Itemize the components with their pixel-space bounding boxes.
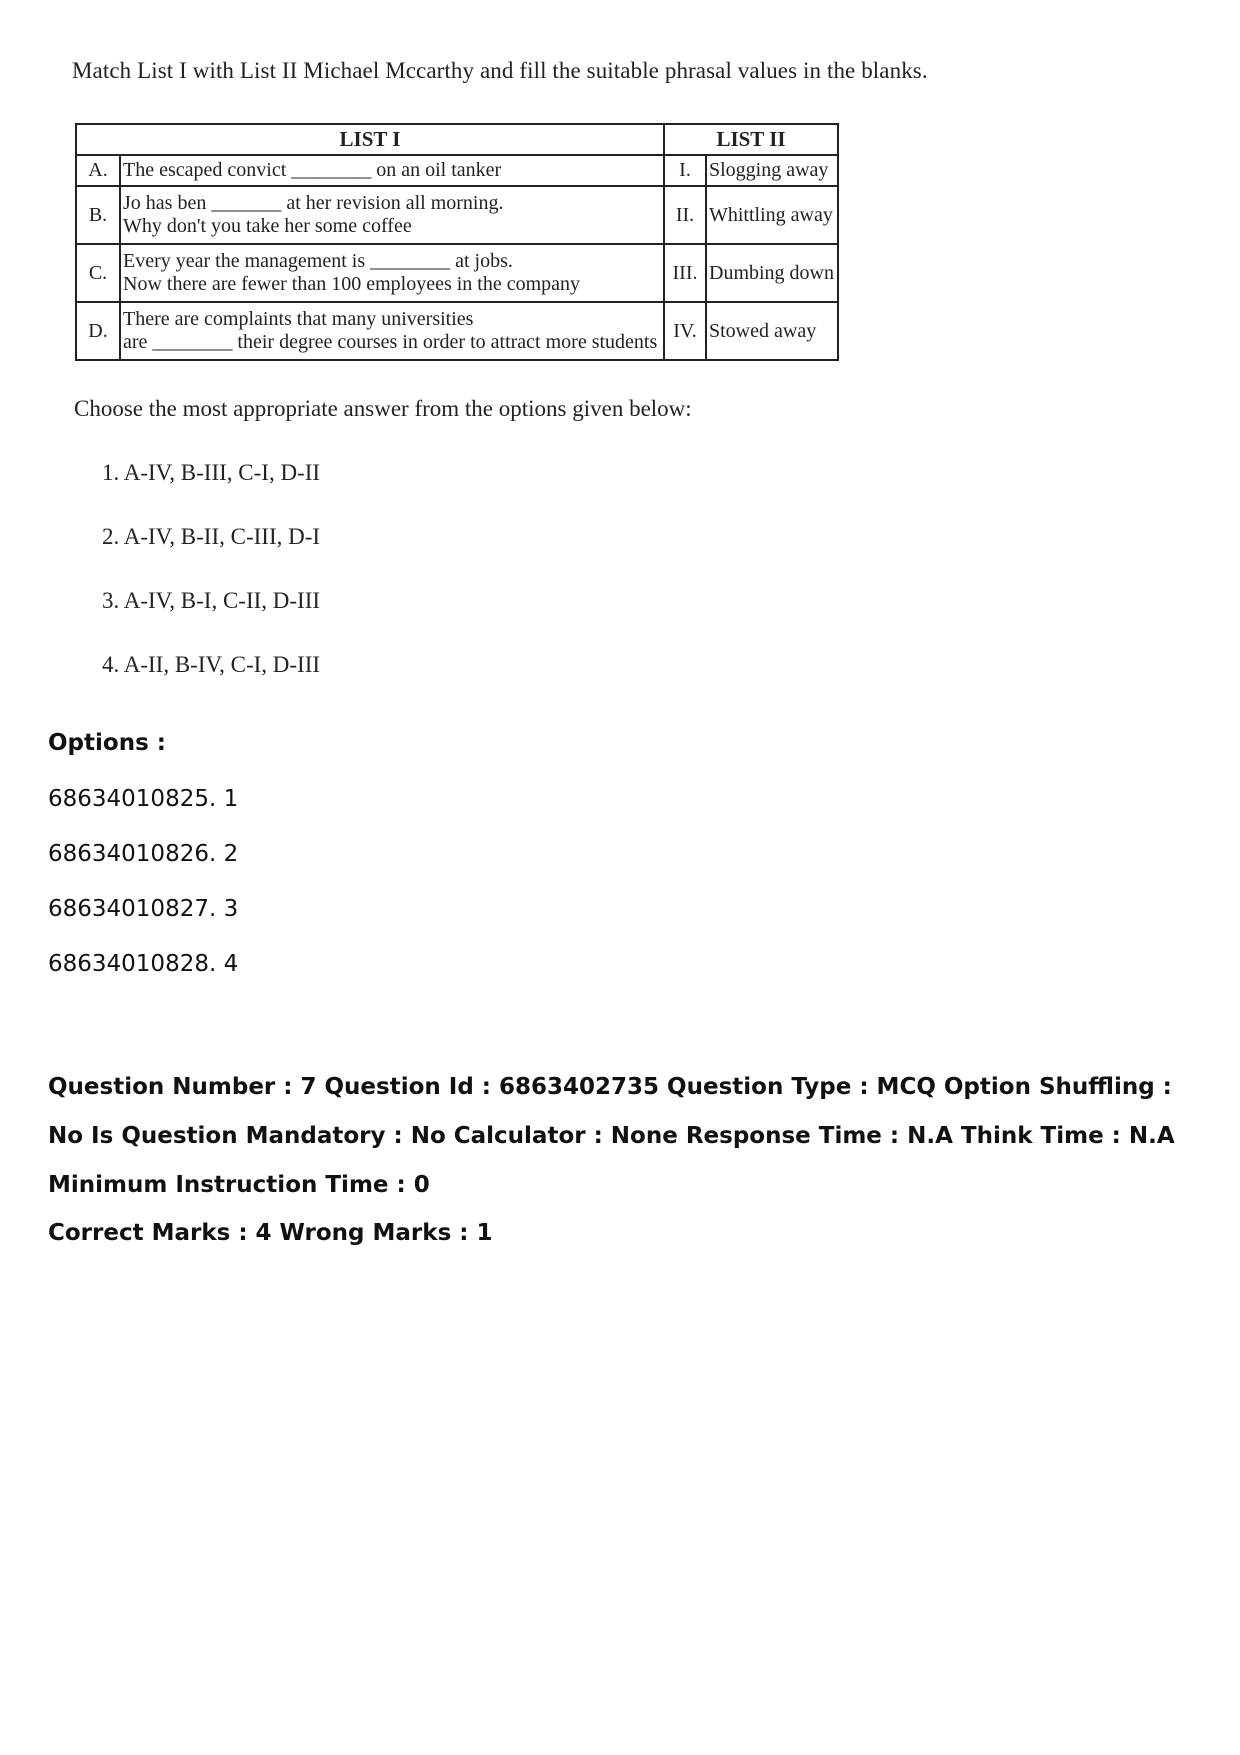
list1-cell: Jo has ben _______ at her revision all morning. Why don't you take her some coffee [120, 186, 664, 244]
list2-cell: Whittling away [706, 186, 838, 244]
answer-choice: 3. A-IV, B-I, C-II, D-III [102, 588, 321, 613]
question-image [72, 58, 972, 84]
list1-cell: The escaped convict ________ on an oil tanker [120, 155, 664, 186]
list2-cell: Stowed away [706, 302, 838, 360]
row-label: D. [76, 302, 120, 360]
option-item: 68634010825. 1 [48, 786, 239, 812]
option-item: 68634010828. 4 [48, 951, 239, 977]
table-row [76, 244, 838, 302]
option-item: 68634010827. 3 [48, 896, 239, 922]
answer-choice: 1. A-IV, B-III, C-I, D-II [102, 460, 321, 485]
list1-header: LIST I [76, 124, 664, 155]
answer-choice: 2. A-IV, B-II, C-III, D-I [102, 524, 321, 549]
list1-cell: There are complaints that many universities are ________ their degree courses in order to attract more students [120, 302, 664, 360]
answer-choice: 4. A-II, B-IV, C-I, D-III [102, 652, 321, 677]
table-header-row [76, 124, 838, 155]
match-table [75, 123, 839, 361]
list2-cell: Slogging away [706, 155, 838, 186]
question-metadata: Question Number : 7 Question Id : 6863402735 Question Type : MCQ Option Shuffling : No Is Question Mandatory : No Calculator : None Response Time : N.A Think Time : N.A Minimum Instruction Time : 0 [48, 1074, 1175, 1198]
row-label: A. [76, 155, 120, 186]
row-label: C. [76, 244, 120, 302]
row-label: B. [76, 186, 120, 244]
options-heading: Options : [48, 730, 166, 756]
table-row [76, 302, 838, 360]
row-numeral: II. [664, 186, 706, 244]
list2-header: LIST II [664, 124, 838, 155]
row-numeral: III. [664, 244, 706, 302]
row-numeral: I. [664, 155, 706, 186]
marks-line: Correct Marks : 4 Wrong Marks : 1 [48, 1220, 493, 1246]
table-row [76, 186, 838, 244]
list1-cell: Every year the management is ________ at jobs. Now there are fewer than 100 employees in the company [120, 244, 664, 302]
table-row [76, 155, 838, 186]
question-instruction: Choose the most appropriate answer from the options given below: [74, 396, 692, 421]
list2-cell: Dumbing down [706, 244, 838, 302]
question-text: Match List I with List II Michael Mccarthy and fill the suitable phrasal values in the blanks. [72, 58, 928, 83]
row-numeral: IV. [664, 302, 706, 360]
option-item: 68634010826. 2 [48, 841, 239, 867]
